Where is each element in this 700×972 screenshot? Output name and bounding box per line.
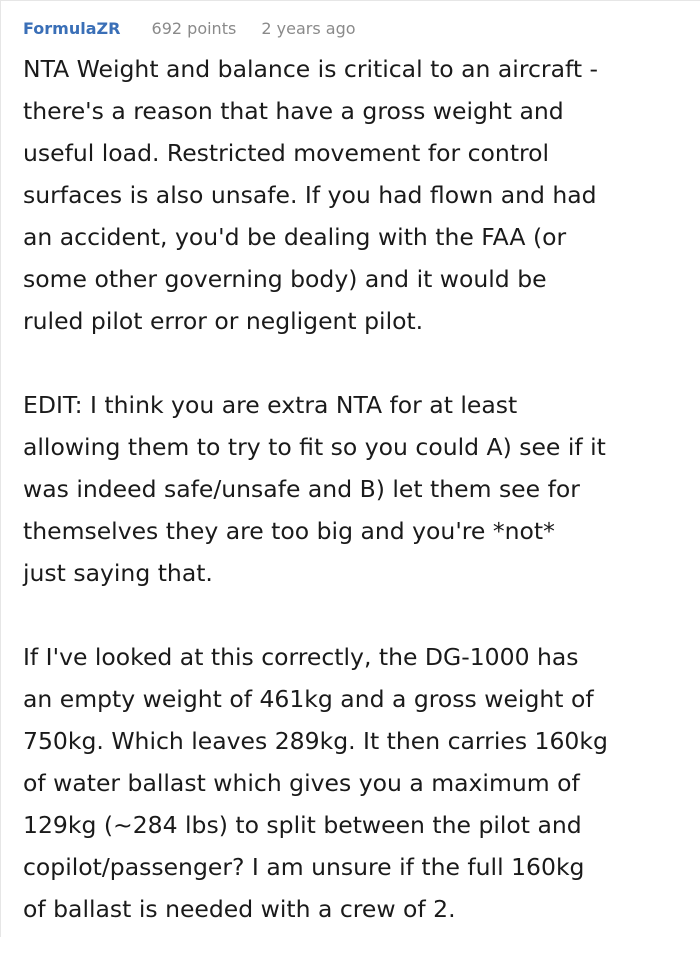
comment-paragraph — [23, 48, 608, 342]
text-line: there's a reason that have a gross weight and — [23, 97, 564, 125]
text-line: ruled pilot error or negligent pilot. — [23, 307, 424, 335]
text-line: themselves they are too big and you're *not* — [23, 517, 555, 545]
text-line: If I've looked at this correctly, the DG-1000 has — [23, 643, 579, 671]
comment-paragraph — [23, 636, 608, 930]
text-line: copilot/passenger? I am unsure if the full 160kg — [23, 853, 585, 881]
text-line: EDIT: I think you are extra NTA for at least — [23, 391, 518, 419]
timestamp: 2 years ago — [261, 19, 356, 38]
text-line: allowing them to try to fit so you could A) see if it — [23, 433, 606, 461]
text-line: of water ballast which gives you a maximum of — [23, 769, 580, 797]
text-line: useful load. Restricted movement for control — [23, 139, 550, 167]
text-line: just saying that. — [23, 559, 213, 587]
text-line: 129kg (~284 lbs) to split between the pilot and — [23, 811, 582, 839]
comment-header — [23, 19, 376, 38]
text-line: an accident, you'd be dealing with the FAA (or — [23, 223, 567, 251]
text-line: NTA Weight and balance is critical to an aircraft - — [23, 55, 598, 83]
points-count: 692 points — [151, 19, 237, 38]
comment-paragraph — [23, 384, 608, 594]
text-line: 750kg. Which leaves 289kg. It then carries 160kg — [23, 727, 608, 755]
comment-body — [23, 48, 608, 972]
text-line: surfaces is also unsafe. If you had flown and had — [23, 181, 597, 209]
author-link[interactable]: FormulaZR — [23, 19, 121, 38]
text-line: was indeed safe/unsafe and B) let them see for — [23, 475, 580, 503]
text-line: some other governing body) and it would be — [23, 265, 547, 293]
text-line: of ballast is needed with a crew of 2. — [23, 895, 456, 923]
text-line: an empty weight of 461kg and a gross weight of — [23, 685, 594, 713]
